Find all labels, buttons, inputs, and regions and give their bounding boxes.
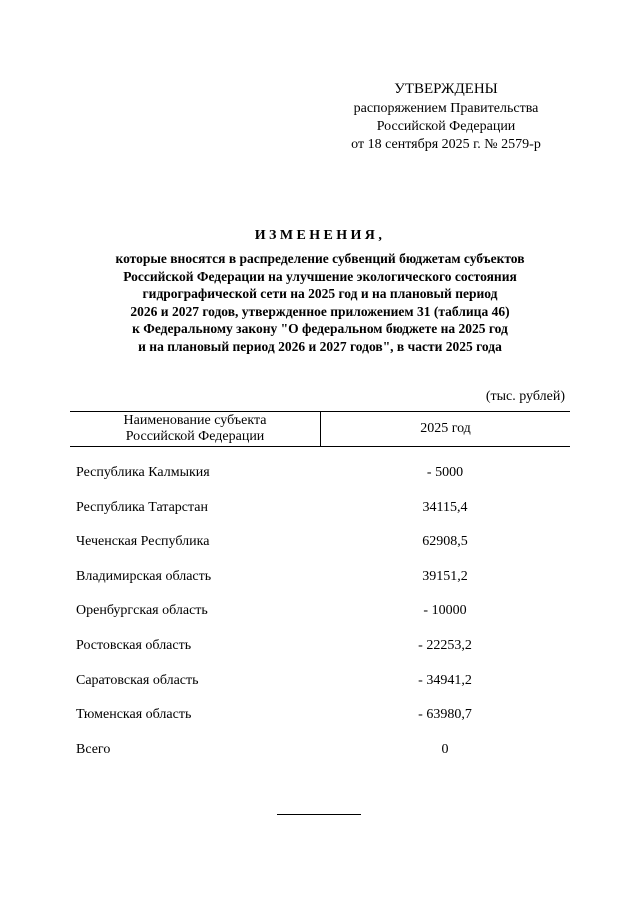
table-row [0,533,640,568]
subtitle-line: гидрографической сети на 2025 год и на плановый период [142,286,498,302]
total-value: 0 [441,741,449,757]
column-header-region-line-1: Наименование субъекта [123,413,267,428]
subtitle-line: 2026 и 2027 годов, утвержденное приложением 31 (таблица 46) [130,303,510,319]
subtitle-line: Российской Федерации на улучшение экологического состояния [123,268,517,284]
region-name: Владимирская область [76,568,212,584]
table-row-total [0,741,640,776]
amount-value: 39151,2 [422,568,468,584]
table-body [0,464,640,775]
end-of-document-rule [277,814,361,815]
amount-value: 62908,5 [422,534,468,550]
region-name: Саратовская область [76,672,199,688]
total-label: Всего [76,741,111,757]
amount-value: 34115,4 [422,499,468,515]
approval-heading: УТВЕРЖДЕНЫ [394,81,498,97]
region-name: Республика Калмыкия [76,465,210,480]
amount-value: - 63980,7 [418,707,472,723]
table-row [0,602,640,637]
units-label: (тыс. рублей) [485,389,565,404]
approval-line-1: распоряжением Правительства [353,101,539,116]
table-row [0,706,640,741]
approval-block [330,80,562,154]
document-subtitle [70,250,570,356]
column-header-region [70,413,320,445]
amount-value: - 5000 [426,465,464,480]
table-row [0,499,640,534]
table-row [0,464,640,499]
table-row [0,637,640,672]
region-name: Чеченская Республика [76,534,210,550]
column-header-region-line-2: Российской Федерации [125,429,265,444]
column-header-year: 2025 год [420,421,471,436]
approval-line-2: Российской Федерации [376,119,516,134]
amount-value: - 10000 [423,603,467,619]
amount-value: - 34941,2 [418,672,472,688]
document-title: ИЗМЕНЕНИЯ, [254,228,386,243]
table-row [0,568,640,603]
region-name: Республика Татарстан [76,499,209,515]
approval-line-3: от 18 сентября 2025 г. № 2579-р [351,137,541,152]
amount-value: - 22253,2 [418,637,472,653]
table-row [0,672,640,707]
table-header-rule [70,446,570,447]
region-name: Ростовская область [76,637,192,653]
subtitle-line: которые вносятся в распределение субвенций бюджетам субъектов [115,251,525,266]
region-name: Тюменская область [76,707,192,723]
subtitle-line: и на плановый период 2026 и 2027 годов", в части 2025 года [138,338,502,354]
subtitle-line: к Федеральному закону "О федеральном бюджете на 2025 год [132,321,508,337]
region-name: Оренбургская область [76,603,208,619]
